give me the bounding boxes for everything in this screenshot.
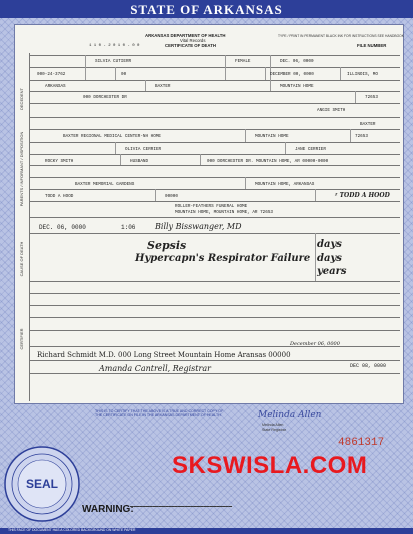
seal-label: SEAL: [25, 477, 59, 491]
stamp-number: 1 1 0 - 2 0 1 0 - 0 0: [89, 44, 140, 48]
field-county-of-death: BAXTER: [360, 122, 376, 127]
side-cause: CAUSE OF DEATH: [19, 241, 24, 277]
field-license: 00000: [165, 194, 178, 199]
form-row-line: [30, 360, 400, 361]
dept-name: ARKANSAS DEPARTMENT OF HEALTH: [145, 33, 226, 38]
records-label: Vital Records: [180, 38, 206, 43]
state-registrar-title: State Registrar: [262, 428, 286, 432]
form-row-line: [30, 80, 400, 81]
form-row-line: [30, 103, 400, 104]
form-col-line: [315, 233, 316, 281]
form-row-line: [30, 293, 400, 294]
field-father: OLIVIA CERRIER: [125, 147, 162, 152]
field-birthplace: ILLINOIS, MO: [347, 72, 378, 77]
field-spouse: ANGIE SMITH: [317, 108, 346, 113]
form-row-line: [30, 305, 400, 306]
form-col-line: [265, 67, 266, 80]
field-embalmer-name: TODD A HOOD: [45, 194, 74, 199]
certify-text: THIS IS TO CERTIFY THAT THE ABOVE IS A TRUE AND CORRECT COPY OF THE CERTIFICATE ON FILE IN THE ARKANSAS DEPARTMENT OF HEALTH.: [95, 409, 224, 417]
side-labels: [17, 59, 27, 359]
field-registrar-signature: Amanda Cantrell, Registrar: [99, 364, 211, 373]
field-disposition-location: MOUNTAIN HOME, ARKANSAS: [255, 182, 315, 187]
file-number-label: FILE NUMBER: [357, 43, 387, 48]
watermark-text: SKSWISLA.COM: [172, 452, 368, 479]
field-facility: BAXTER REGIONAL MEDICAL CENTER-NH HOME: [63, 134, 161, 139]
form-row-line: [30, 201, 400, 202]
form-row-line: [30, 317, 400, 318]
banner-title: STATE OF ARKANSAS: [130, 2, 283, 17]
form-row-line: [30, 177, 400, 178]
field-pronouncer-signature: Billy Bisswanger, MD: [155, 222, 242, 231]
form-row-line: [30, 233, 400, 234]
form-col-line: [155, 189, 156, 201]
side-certifier: CERTIFIER: [19, 328, 24, 350]
bottom-note: THIS FACE OF DOCUMENT HAS A COLORED BACKGROUND ON WHITE PAPER: [8, 528, 136, 532]
form-col-line: [270, 80, 271, 91]
form-row-line: [30, 330, 400, 331]
field-city-of-death: MOUNTAIN HOME: [255, 134, 289, 139]
form-col-line: [340, 67, 341, 80]
form-col-line: [115, 142, 116, 154]
field-certifier-name: Richard Schmidt M.D. 000 Long Street Mountain Home Aransas 00000: [37, 351, 291, 359]
form-row-line: [30, 346, 400, 347]
certification-area: [0, 402, 413, 534]
field-funeral-home: ROLLER-FEATHERS FUNERAL HOME: [175, 204, 248, 209]
form-col-line: [245, 177, 246, 189]
field-date-filed: DEC 08, 0000: [350, 363, 387, 369]
form-row-line: [30, 217, 400, 218]
field-informant-address: 000 DORCHESTER DR. MOUNTAIN HOME, AR 00000-0000: [207, 159, 329, 164]
field-cause-a: Sepsis: [147, 239, 187, 252]
certificate-title: CERTIFICATE OF DEATH: [165, 43, 216, 48]
state-registrar-signature: Melinda Allen: [258, 410, 322, 420]
form-row-line: [30, 142, 400, 143]
form-col-line: [225, 55, 226, 80]
form-row-line: [30, 165, 400, 166]
form-row-line: [30, 154, 400, 155]
form-col-line: [145, 80, 146, 91]
field-zip-of-death: 72653: [355, 134, 368, 139]
field-city: MOUNTAIN HOME: [280, 84, 314, 89]
form-col-line: [285, 142, 286, 154]
field-interval-a: days: [317, 239, 342, 250]
field-mother: JANE CERRIER: [295, 147, 326, 152]
field-name: SILVIA CUTIERR: [95, 59, 132, 64]
form-col-line: [315, 189, 316, 201]
field-sex: FEMALE: [235, 59, 251, 64]
form-col-line: [115, 67, 116, 80]
field-time-pronounced: 1:06: [121, 224, 136, 231]
state-seal: [2, 444, 82, 524]
field-age: 00: [121, 72, 127, 77]
field-zip: 72653: [365, 95, 378, 100]
state-banner: [0, 0, 413, 18]
form-col-line: [200, 154, 201, 165]
form-row-line: [30, 373, 400, 374]
field-county: BAXTER: [155, 84, 171, 89]
form-col-line: [85, 55, 86, 80]
side-parents: PARENTS / INFORMANT / DISPOSITION: [19, 131, 24, 207]
bottom-strip: [0, 528, 413, 534]
form-row-line: [30, 281, 400, 282]
field-embalmer-signature: ᵡ TODD A HOOD: [335, 192, 390, 199]
field-date-of-death: DEC. 06, 0000: [280, 59, 314, 64]
form-col-line: [355, 91, 356, 103]
instructions-text: TYPE / PRINT IN PERMANENT BLACK INK FOR INSTRUCTIONS SEE HANDBOOK: [278, 34, 404, 38]
field-ssn: 000-24-3762: [37, 72, 66, 77]
field-interval-b: days: [317, 253, 342, 264]
serial-number: 4861317: [338, 437, 385, 449]
field-informant: ROCKY SMITH: [45, 159, 74, 164]
warning-label: WARNING:: [82, 504, 134, 515]
state-registrar-name: Melinda Allen: [262, 423, 284, 427]
field-place-of-disposition: BAXTER MEMORIAL GARDENS: [75, 182, 135, 187]
field-cause-b: Hypercapn's Respirator Failure: [135, 253, 311, 264]
form-row-line: [30, 189, 400, 190]
form-row-line: [30, 91, 400, 92]
field-date-pronounced: DEC. 06, 0000: [39, 224, 86, 231]
certificate-sheet: [14, 24, 404, 404]
field-residence-state: ARKANSAS: [45, 84, 66, 89]
field-street: 000 DORCHESTER DR: [83, 95, 127, 100]
side-decedent: DECEDENT: [19, 87, 24, 111]
field-funeral-address: MOUNTAIN HOME, MOUNTAIN HOME, AR 72653: [175, 210, 273, 215]
form-col-line: [120, 154, 121, 165]
form-row-line: [30, 129, 400, 130]
form-col-line: [245, 129, 246, 142]
field-interval-c: years: [317, 266, 347, 277]
side-divider: [29, 53, 30, 401]
form-row-line: [30, 117, 400, 118]
warning-text-lines: ▬▬▬▬▬▬▬▬▬▬▬▬▬▬▬▬▬▬▬▬▬▬▬▬▬▬▬▬▬▬▬▬: [130, 504, 232, 508]
form-col-line: [350, 129, 351, 142]
field-dob: DECEMBER 00, 0000: [270, 72, 314, 77]
field-relationship: HUSBAND: [130, 159, 149, 164]
field-date-signed: December 06, 0000: [290, 341, 340, 347]
